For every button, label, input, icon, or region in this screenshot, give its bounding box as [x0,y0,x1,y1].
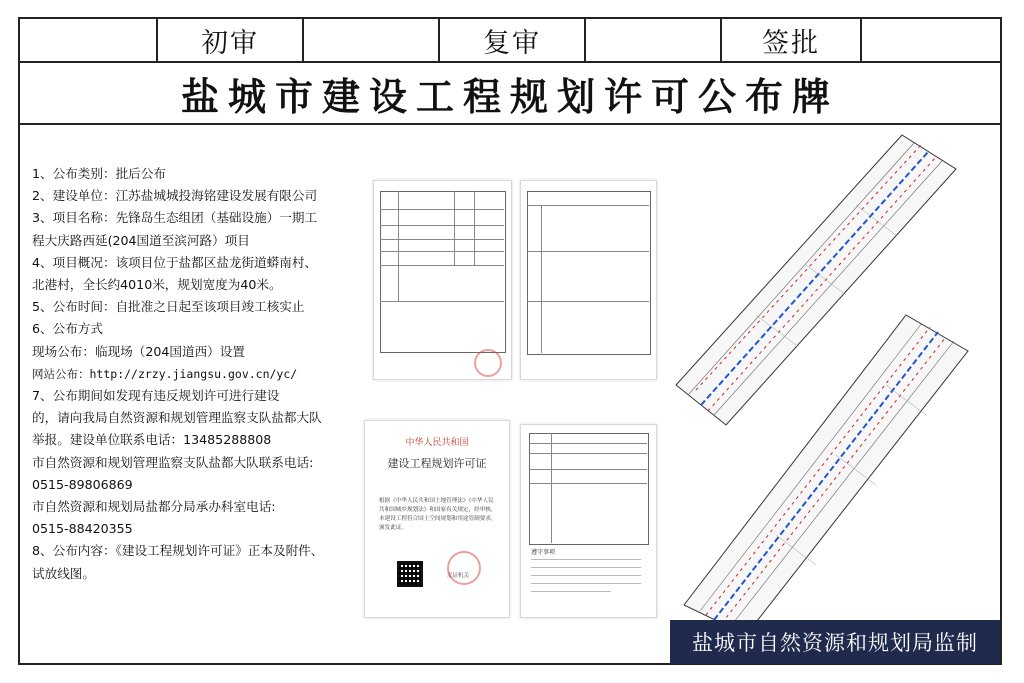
text-line [531,567,641,568]
red-seal-icon [447,551,481,585]
info-line: 1、公布类别：批后公布 [32,166,166,181]
info-line: 0515-89806869 [32,476,133,492]
info-line: 市自然资源和规划管理监察支队盐都大队联系电话: [32,454,314,470]
info-line: 8、公布内容：《建设工程规划许可证》正本及附件、 [32,543,324,559]
info-line: 试放线图。 [32,565,95,581]
opinion-form-page [520,180,657,380]
text-line [531,583,641,584]
review-approve-label: 签批 [722,19,862,61]
board-title: 盐城市建设工程规划许可公布牌 [180,74,839,119]
table-rule [398,191,399,301]
review-first-label: 初审 [158,19,304,61]
permit-form-page [373,180,512,380]
opinion-form-table [527,191,651,355]
review-blank-cell [20,19,158,61]
footer-supervisor: 盐城市自然资源和规划局监制 [670,620,1000,664]
table-rule [454,191,455,265]
attachment-page [520,424,657,618]
attachment-table [529,433,649,545]
certificate-body: 根据《中华人民共和国土地管理法》《中华人民共和国城乡规划法》和国家有关规定，经审核，本建设工程符合国土空间规划和用途管制要求，颁发此证。 [379,498,497,531]
table-rule [529,469,647,470]
table-rule [380,301,504,302]
info-text [32,163,372,585]
table-rule [527,301,649,302]
info-line: 北港村，全长约4010米，规划宽度为40米。 [32,277,282,293]
info-line: 市自然资源和规划局盐都分局承办科室电话: [32,499,276,515]
info-line: 3、项目名称：先锋岛生态组团（基础设施）一期工 [32,210,318,226]
info-line: 举报。建设单位联系电话：13485288808 [32,432,272,448]
info-line: 现场公布：临现场（204国道西）设置 [32,343,245,359]
qr-code-icon [397,561,423,587]
certificate-issuer: 发证机关 [447,573,470,579]
info-line: 2、建设单位：江苏盐城城投海铭建设发展有限公司 [32,188,318,204]
info-line: 6、公布方式 [32,321,103,337]
table-rule [529,483,647,484]
info-line: 程大庆路西延(204国道至滨河路）项目 [32,232,250,248]
table-rule [527,205,649,206]
certificate-country: 中华人民共和国 [405,438,469,448]
info-line: 4、项目概况：该项目位于盐都区盐龙街道蟒南村、 [32,254,318,270]
attachment-notice-title: 遵守事项 [531,549,556,556]
site-plan-drawing [656,115,1000,635]
certificate-name: 建设工程规划许可证 [387,457,487,470]
table-rule [529,453,647,454]
info-line: 的，请向我局自然资源和规划管理监察支队盐都大队 [32,410,322,426]
table-rule [527,251,649,252]
info-line: 网站公布：http://zrzy.jiangsu.gov.cn/yc/ [32,366,298,381]
text-line [531,591,611,592]
table-rule [551,433,552,543]
text-line [531,559,641,560]
table-rule [529,443,647,444]
red-seal-icon [474,349,502,377]
review-second-label: 复审 [440,19,586,61]
review-second-sign-cell [586,19,722,61]
review-approve-sign-cell [862,19,1000,61]
table-rule [541,205,542,353]
review-first-sign-cell [304,19,440,61]
info-line: 5、公布时间：自批准之日起至该项目竣工核实止 [32,299,305,315]
text-line [531,575,641,576]
certificate-page [364,420,510,618]
info-line: 0515-88420355 [32,521,133,537]
review-row [20,19,1000,63]
table-rule [474,191,475,265]
info-line: 7、公布期间如发现有违反规划许可进行建设 [32,388,280,404]
